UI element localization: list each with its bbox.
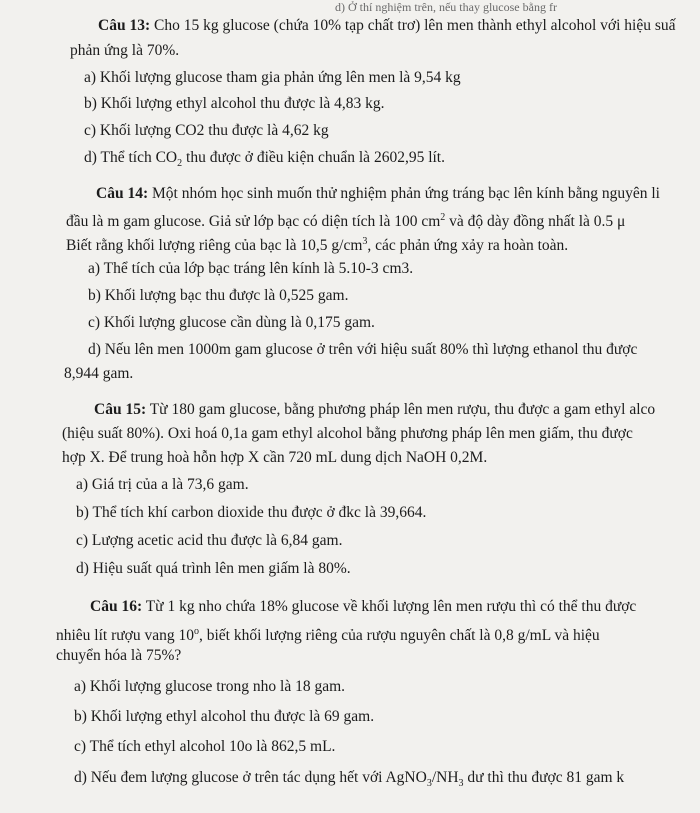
q16-stem-2-sup: o <box>194 626 199 637</box>
q13-option-b: b) Khối lượng ethyl alcohol thu được là 4,83 kg. <box>84 95 385 112</box>
q13-option-c: c) Khối lượng CO2 thu được là 4,62 kg <box>84 122 329 139</box>
q15-stem-line-3: hợp X. Để trung hoà hỗn hợp X cần 720 mL dung dịch NaOH 0,2M. <box>62 449 488 466</box>
q15-option-d: d) Hiệu suất quá trình lên men giấm là 80%. <box>76 560 351 577</box>
q14-option-d-line-2: 8,944 gam. <box>64 365 134 382</box>
q16-stem-line-1 <box>90 597 636 617</box>
q14-stem-3-pre: Biết rằng khối lượng riêng của bạc là 10,5 g/cm <box>66 237 363 255</box>
q16-d-mid: /NH <box>431 769 459 786</box>
q16-stem-2-post: , biết khối lượng riêng của rượu nguyên chất là 0,8 g/mL và hiệu <box>199 627 600 645</box>
q14-stem-2-post: và độ dày đồng nhất là 0.5 μ <box>445 213 626 231</box>
q13-d-sub: 2 <box>177 158 183 170</box>
q16-stem-line-2 <box>56 622 600 646</box>
q13-d-pre: d) Thể tích CO <box>84 149 178 166</box>
q14-stem-3-sup: 3 <box>362 236 368 247</box>
q15-stem-line-2: (hiệu suất 80%). Oxi hoá 0,1a gam ethyl alcohol bằng phương pháp lên men giấm, thu được <box>62 425 633 442</box>
q14-stem-2-pre: đầu là m gam glucose. Giả sử lớp bạc có diện tích là 100 cm <box>66 213 441 231</box>
q15-stem-1: Từ 180 gam glucose, bằng phương pháp lên men rượu, thu được a gam ethyl alco <box>149 401 656 418</box>
q13-option-a: a) Khối lượng glucose tham gia phản ứng lên men là 9,54 kg <box>84 69 461 86</box>
q16-stem-2-pre: nhiêu lít rượu vang 10 <box>56 627 194 645</box>
q16-option-b: b) Khối lượng ethyl alcohol thu được là 69 gam. <box>74 708 375 725</box>
q15-option-c: c) Lượng acetic acid thu được là 6,84 gam. <box>76 532 343 549</box>
q15-option-b: b) Thể tích khí carbon dioxide thu được ở đkc là 39,664. <box>76 504 427 521</box>
q16-d-post: dư thì thu được 81 gam k <box>463 769 625 786</box>
q14-option-d-line-1: d) Nếu lên men 1000m gam glucose ở trên với hiệu suất 80% thì lượng ethanol thu được <box>88 341 638 358</box>
q14-stem-line-3 <box>66 232 568 256</box>
q14-option-a: a) Thể tích của lớp bạc tráng lên kính là 5.10-3 cm3. <box>88 260 414 277</box>
q14-label: Câu 14: <box>96 185 149 202</box>
q14-stem-1: Một nhóm học sinh muốn thử nghiệm phản ứng tráng bạc lên kính bằng nguyên li <box>151 185 660 202</box>
q16-label: Câu 16: <box>90 598 143 615</box>
q16-option-d <box>74 768 624 794</box>
q16-option-c: c) Thể tích ethyl alcohol 10o là 862,5 mL. <box>74 738 336 755</box>
q13-stem-1: Cho 15 kg glucose (chứa 10% tạp chất trơ) lên men thành ethyl alcohol với hiệu suấ <box>153 17 676 34</box>
q13-label: Câu 13: <box>98 17 151 34</box>
q16-option-a: a) Khối lượng glucose trong nho là 18 gam. <box>74 678 346 695</box>
q13-stem-line-2: phản ứng là 70%. <box>70 42 180 59</box>
q16-d-sub-2: 3 <box>458 778 464 790</box>
q16-d-sub-1: 3 <box>426 778 432 790</box>
q14-stem-2-sup: 2 <box>440 212 446 223</box>
q13-stem-line-1 <box>98 16 676 36</box>
q16-d-pre: d) Nếu đem lượng glucose ở trên tác dụng hết với AgNO <box>74 769 427 786</box>
q13-d-post: thu được ở điều kiện chuẩn là 2602,95 lít. <box>182 149 445 166</box>
q14-option-c: c) Khối lượng glucose cần dùng là 0,175 gam. <box>88 314 375 331</box>
q16-stem-line-3: chuyển hóa là 75%? <box>56 647 182 664</box>
q15-label: Câu 15: <box>94 401 147 418</box>
q13-option-d <box>84 148 445 174</box>
q15-option-a: a) Giá trị của a là 73,6 gam. <box>76 476 249 493</box>
q15-stem-line-1 <box>94 400 655 420</box>
q16-stem-1: Từ 1 kg nho chứa 18% glucose về khối lượng lên men rượu thì có thể thu được <box>145 598 637 615</box>
q14-stem-line-1 <box>96 184 660 204</box>
q14-stem-3-post: , các phản ứng xảy ra hoàn toàn. <box>367 237 569 255</box>
q14-stem-line-2 <box>66 208 625 232</box>
top-cut-text: d) Ở thí nghiệm trên, nếu thay glucose bằng fr <box>335 0 557 14</box>
q14-option-b: b) Khối lượng bạc thu được là 0,525 gam. <box>88 287 349 304</box>
